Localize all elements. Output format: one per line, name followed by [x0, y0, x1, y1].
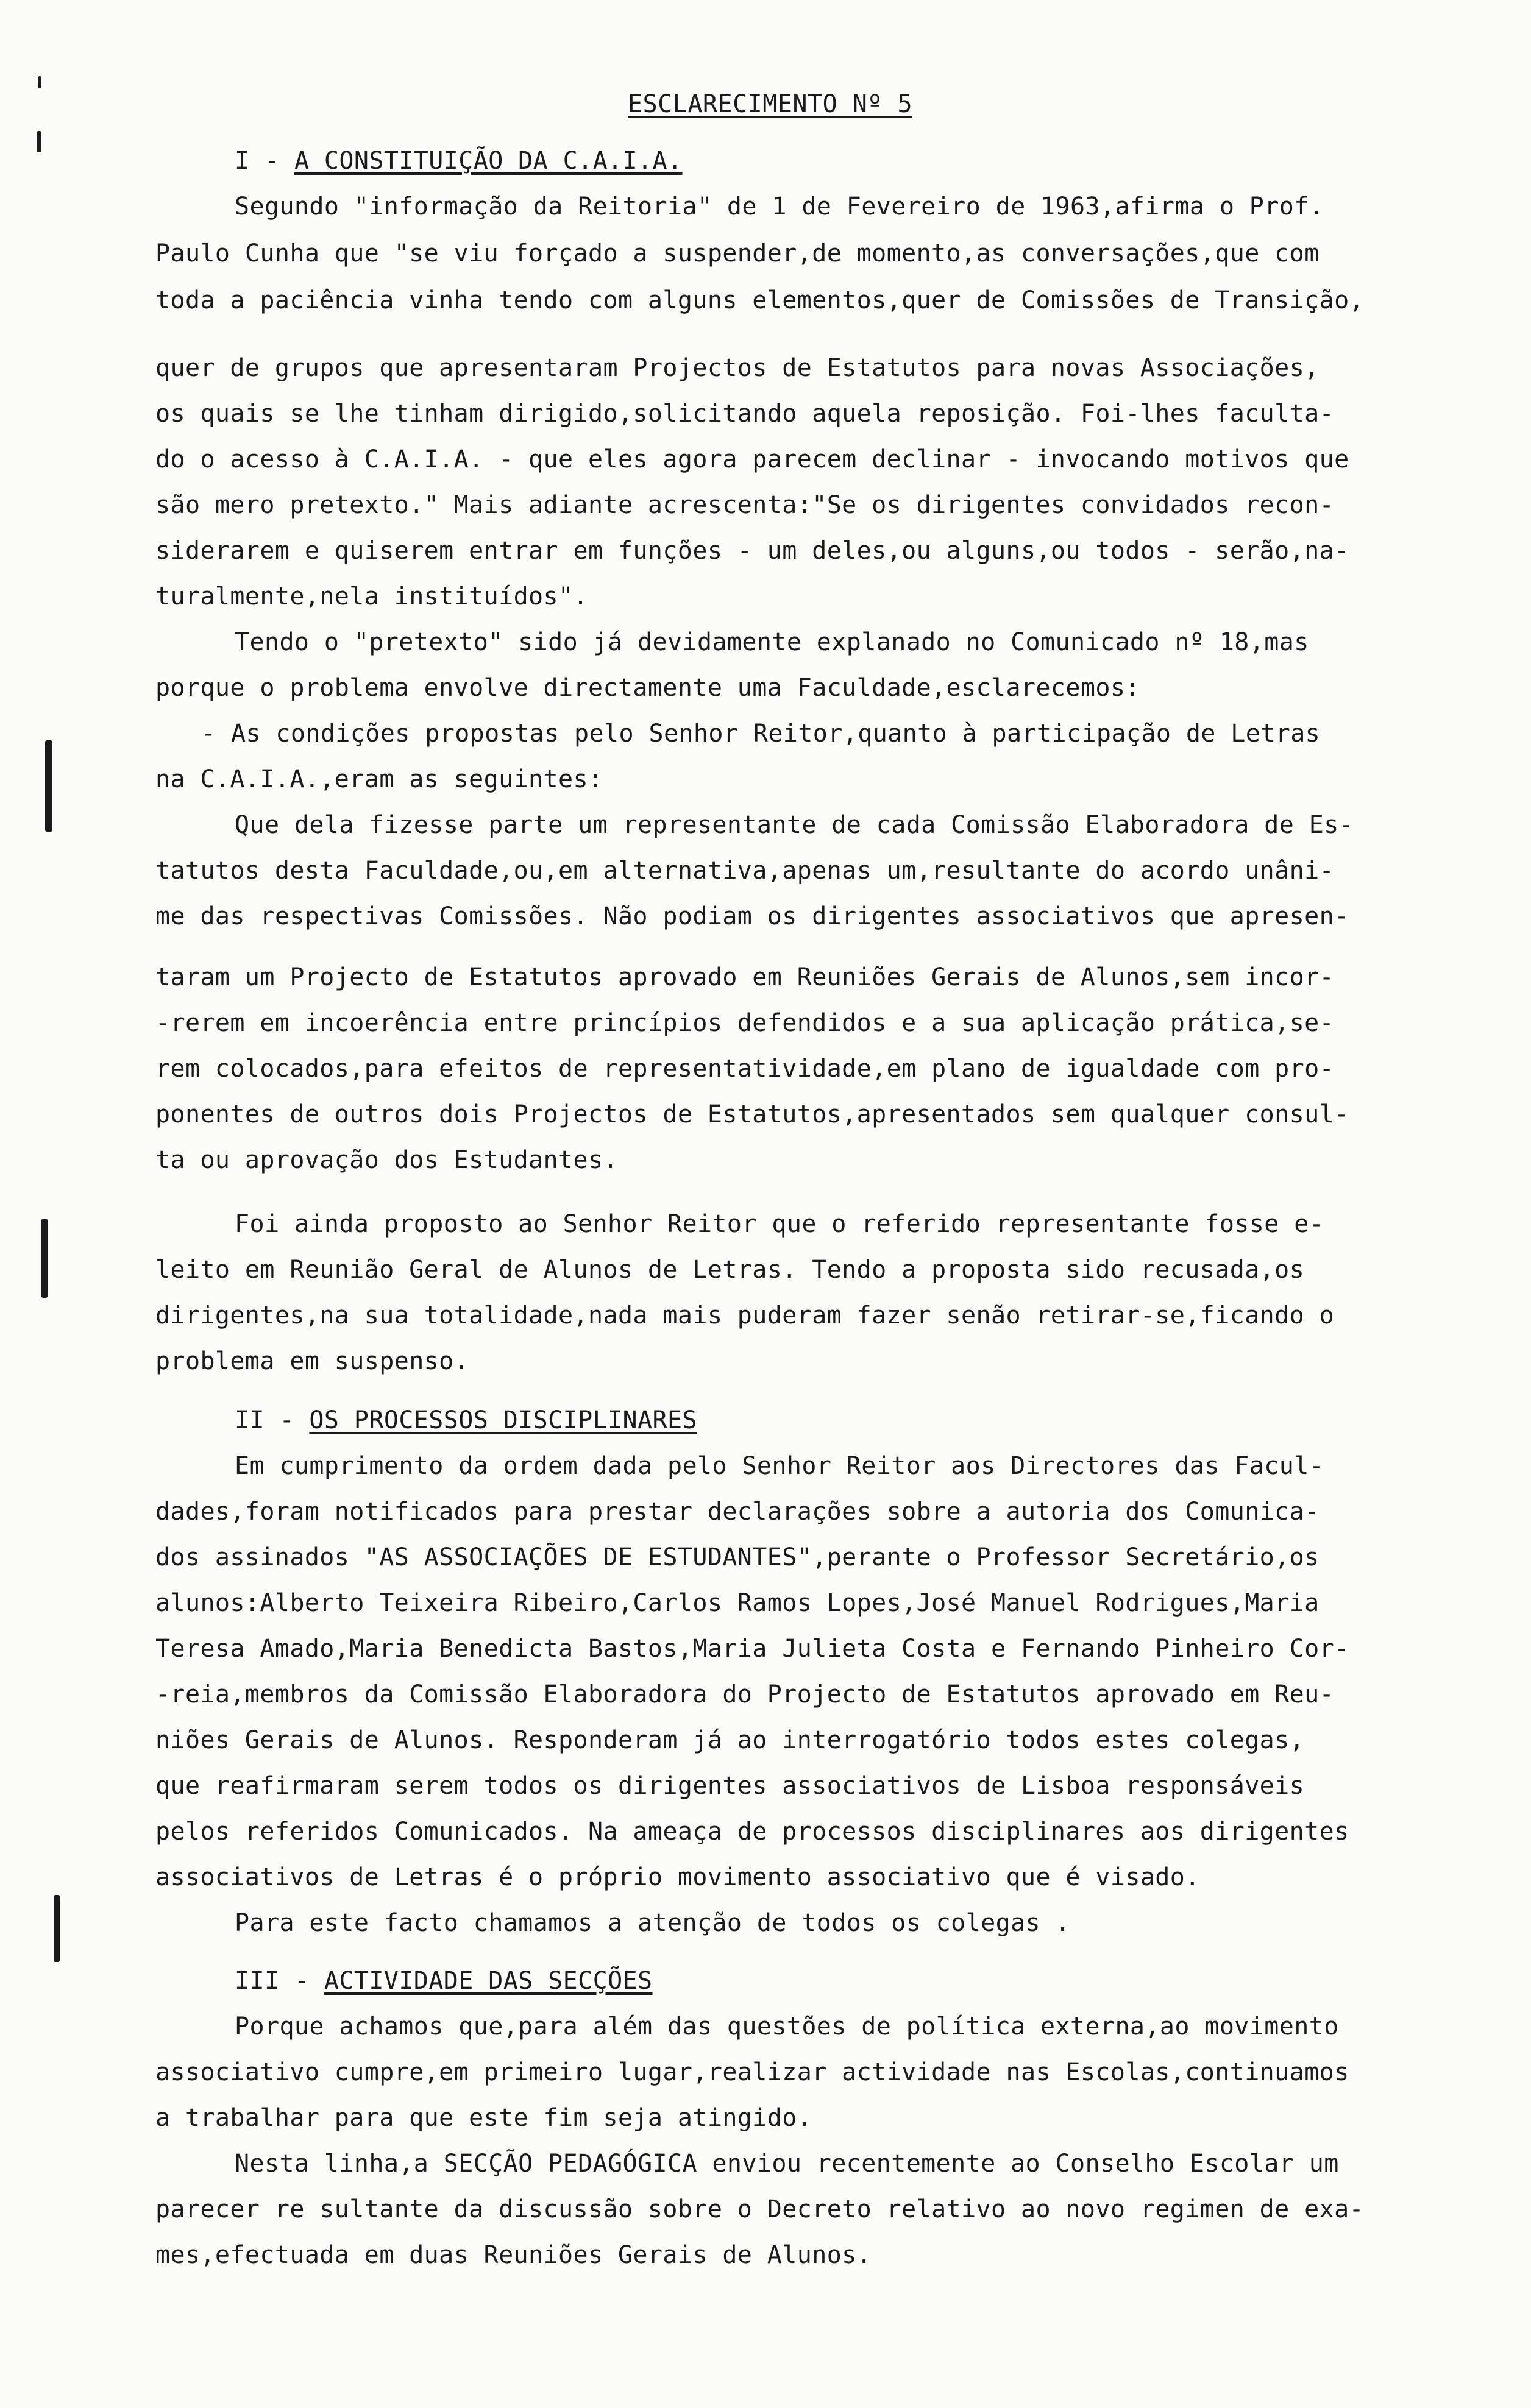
section-3-line-5: parecer re sultante da discussão sobre o Decreto relativo ao novo regimen de exa- [155, 2195, 1365, 2223]
section-2-line-5: Teresa Amado,Maria Benedicta Bastos,Maria Julieta Costa e Fernando Pinheiro Cor- [155, 1635, 1349, 1663]
section-2-line-11: Para este facto chamamos a atenção de todos os colegas . [235, 1909, 1070, 1937]
margin-mark [45, 740, 52, 832]
section-2-line-10: associativos de Letras é o próprio movimento associativo que é visado. [155, 1863, 1200, 1891]
section-1-line-17: taram um Projecto de Estatutos aprovado em Reuniões Gerais de Alunos,sem incor- [155, 963, 1335, 991]
section-1-title: A CONSTITUIÇÃO DA C.A.I.A. [294, 147, 683, 175]
section-2-line-9: pelos referidos Comunicados. Na ameaça de processos disciplinares aos dirigentes [155, 1818, 1349, 1846]
section-2-line-8: que reafirmaram serem todos os dirigentes associativos de Lisboa responsáveis [155, 1772, 1305, 1800]
section-1-line-22: Foi ainda proposto ao Senhor Reitor que o referido representante fosse e- [235, 1210, 1324, 1238]
section-3-line-2: associativo cumpre,em primeiro lugar,realizar actividade nas Escolas,continuamos [155, 2058, 1349, 2086]
section-2-line-6: -reia,membros da Comissão Elaboradora do Projecto de Estatutos aprovado em Reu- [155, 1680, 1335, 1709]
section-1-heading [235, 146, 682, 175]
section-3-line-3: a trabalhar para que este fim seja atingido. [155, 2104, 812, 2132]
margin-mark [41, 1219, 48, 1298]
section-3-number: III - [235, 1967, 324, 1995]
section-2-heading [235, 1406, 697, 1435]
section-1-line-8: siderarem e quiserem entrar em funções - um deles,ou alguns,ou todos - serão,na- [155, 537, 1349, 565]
section-1-number: I - [235, 147, 294, 175]
section-1-line-23: leito em Reunião Geral de Alunos de Letras. Tendo a proposta sido recusada,os [155, 1256, 1305, 1284]
section-1-line-3: toda a paciência vinha tendo com alguns elementos,quer de Comissões de Transição, [155, 286, 1365, 314]
section-1-line-1: Segundo "informação da Reitoria" de 1 de Fevereiro de 1963,afirma o Prof. [235, 193, 1324, 221]
section-1-line-13: na C.A.I.A.,eram as seguintes: [155, 765, 603, 793]
document-title: ESCLARECIMENTO Nº 5 [628, 90, 913, 118]
margin-mark [54, 1895, 60, 1962]
section-1-line-6: do o acesso à C.A.I.A. - que eles agora parecem declinar - invocando motivos que [155, 445, 1349, 473]
section-2-line-1: Em cumprimento da ordem dada pelo Senhor Reitor aos Directores das Facul- [235, 1452, 1324, 1480]
margin-mark [37, 131, 41, 152]
section-1-line-7: são mero pretexto." Mais adiante acrescenta:"Se os dirigentes convidados recon- [155, 491, 1335, 519]
section-3-line-1: Porque achamos que,para além das questões de política externa,ao movimento [235, 2013, 1339, 2041]
section-2-line-7: niões Gerais de Alunos. Responderam já ao interrogatório todos estes colegas, [155, 1726, 1305, 1754]
section-1-line-20: ponentes de outros dois Projectos de Estatutos,apresentados sem qualquer consul- [155, 1100, 1349, 1128]
section-3-line-4: Nesta linha,a SECÇÃO PEDAGÓGICA enviou recentemente ao Conselho Escolar um [235, 2150, 1339, 2178]
section-1-line-15: tatutos desta Faculdade,ou,em alternativa,apenas um,resultante do acordo unâni- [155, 857, 1335, 885]
section-1-line-16: me das respectivas Comissões. Não podiam os dirigentes associativos que apresen- [155, 902, 1349, 930]
section-2-line-2: dades,foram notificados para prestar declarações sobre a autoria dos Comunica- [155, 1498, 1320, 1526]
section-1-line-11: porque o problema envolve directamente uma Faculdade,esclarecemos: [155, 674, 1140, 702]
section-1-line-21: ta ou aprovação dos Estudantes. [155, 1146, 618, 1174]
section-3-line-6: mes,efectuada em duas Reuniões Gerais de Alunos. [155, 2241, 872, 2269]
section-1-line-19: rem colocados,para efeitos de representatividade,em plano de igualdade com pro- [155, 1055, 1335, 1083]
section-3-title: ACTIVIDADE DAS SECÇÕES [324, 1967, 653, 1995]
section-1-line-4: quer de grupos que apresentaram Projectos de Estatutos para novas Associações, [155, 354, 1320, 382]
section-2-title: OS PROCESSOS DISCIPLINARES [309, 1406, 697, 1434]
section-1-line-9: turalmente,nela instituídos". [155, 583, 588, 611]
section-1-line-2: Paulo Cunha que "se viu forçado a suspender,de momento,as conversações,que com [155, 239, 1320, 267]
section-1-line-12: - As condições propostas pelo Senhor Reitor,quanto à participação de Letras [201, 720, 1321, 748]
section-3-heading [235, 1966, 653, 1995]
section-2-line-4: alunos:Alberto Teixeira Ribeiro,Carlos Ramos Lopes,José Manuel Rodrigues,Maria [155, 1589, 1320, 1617]
section-1-line-24: dirigentes,na sua totalidade,nada mais puderam fazer senão retirar-se,ficando o [155, 1301, 1335, 1330]
section-2-number: II - [235, 1406, 310, 1434]
section-1-line-5: os quais se lhe tinham dirigido,solicitando aquela reposição. Foi-lhes faculta- [155, 400, 1335, 428]
section-2-line-3: dos assinados "AS ASSOCIAÇÕES DE ESTUDANTES",perante o Professor Secretário,os [155, 1543, 1320, 1571]
section-1-line-14: Que dela fizesse parte um representante de cada Comissão Elaboradora de Es- [235, 811, 1354, 839]
section-1-line-18: -rerem em incoerência entre princípios defendidos e a sua aplicação prática,se- [155, 1009, 1335, 1037]
section-1-line-10: Tendo o "pretexto" sido já devidamente explanado no Comunicado nº 18,mas [235, 628, 1309, 656]
section-1-line-25: problema em suspenso. [155, 1347, 469, 1375]
margin-mark [38, 76, 41, 88]
